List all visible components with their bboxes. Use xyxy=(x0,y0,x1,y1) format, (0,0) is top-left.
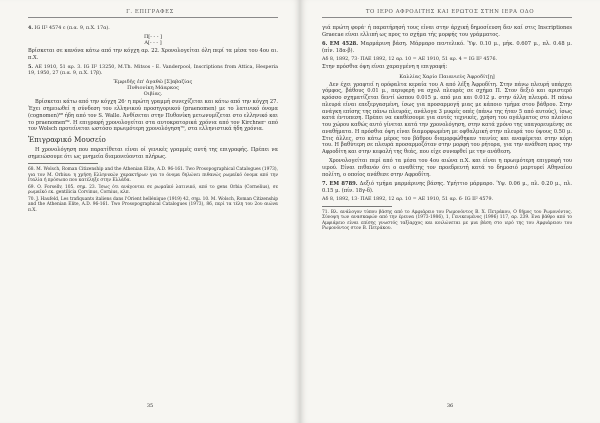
entry-6-text: Μαρμάρινη βάση. Μάρμαρο πεντελικό. Ύψ. 0.10 μ., μήκ. 0.607 μ., πλ. 0.48 μ. (πίν. 18α-β). xyxy=(322,40,572,54)
entry-5-number: 5. xyxy=(28,63,34,70)
footnote-rule-left xyxy=(28,163,98,164)
entry-5-ref xyxy=(28,64,278,77)
entry-4-citation: IG II² 4574 c (π.α. 9, π.Χ. 17α). xyxy=(34,26,110,31)
entry-6-number: 6. xyxy=(322,40,328,47)
entry-4-inscription xyxy=(28,34,278,47)
entry-7-ref: Αδ 8, 1892, 13· ΠΑΕ 1892, 12 αρ. 10 = ΑΕ 1910, 51 αρ. 6· IG II² 4579. xyxy=(322,196,494,202)
left-paragraph-2: Η χρονολόγηση που παρατίθεται είναι οί γενικές γραμμές αυτή της επιγραφής. Πρέπει να σημειώσουμε ότι ως μνημεία διαμονεύονται πλήρως. xyxy=(28,146,278,160)
entry-6-text-2: Στην πρόσθια όψη είναι χαραγμένη η επιγραφή: xyxy=(322,64,448,71)
entry-4-number: 4. xyxy=(28,25,34,31)
right-paragraph-a: Δεν έχει γραφτεί η ορόφαλτα κεραία του Α από λέξη Ἀφροδίτη. Στην πάνω πλευρή υπάρχει γόμφος, βάθους 0.01 μ., περιφερή να σχολ πλευρές σε σχήμα Π. Στον δεξιό και αριστερό κρόσσο σχηματίζεται δεντί ώσπου 0.015 μ. από μια και 0.012 μ. στην άλλη πλευρά. Η πάνω πλευρά είναι επεξεργασμένη, ίσως για προσαρμογή μιας με κάποιο τμήμα στου βάθρου. Στην ανάγκη επίσης της πάνω πλευράς, ανάλογα 3 μικρές οπές (πάνω της ήταν 5 από αυτούς), ίσως κατά έντυπεση. Πρέπει να εκαθέσουμε για αυτές τεχνικές, χρήση του αγάλματος στο πλαίσιο του χώρου καθώς αυτό γίνεται κατά την χρονολόγηση, στην κατά χρόνο της υπαγορευμένης σε αναθήματα. Η πρόσθια όψη είναι διαμορφωμένη με οφθαλμική στην πλευρά του ύψους 0.50 μ. Στις άλλες, στο κάτω μέρος του βάθρου διαμορφώθηκαν ταινίες και αναφέρεται στην κόρη του. Η βαθύτερη σε πλευρά προσαρμοζόταν στην μορφή του ρήτορα, για την ανάθεση προς την Αφροδίτη και στην κεφαλή της θεάς, που είχε συναφθεί με την ανάθεση. xyxy=(322,81,572,156)
footnote-71: 71. Βλ. ανάλογον τύπου βάσης από το Αμφιάρειο του Ρωμονόντος Β. Χ. Πετράκου, Ο δήμος του Ρωμονόντος. Σύνοψη των ανασκαφών από την έρευνα (1973-1986), 1, Γενικευμένος (1996) 117, αρ. 239. Ενα βάθρο από το Αμφιάρειο είναι επίσης γνωστός ταξίαρχος και κοιλώνεται με μια βάση στο ιερό της του Αμφιάρειου του Ρωμονόντος στον Β. Πετράκου. xyxy=(322,209,572,232)
left-paragraph-1: Βρίσκεται κάτω από την κόγχη 26· η πρώτη γραμμή συνεχίζεται και κάτω από την κόγχη 27. Έχει σημειωθεί η σύνδεση του ελληνικού προσηγορικού (praenomen) με το λατινικό όνομα (cognomen)⁶⁸ ήδη από τον S. Walle. Άνθίσεται στην Πυθονίκη μετωνυμίζεται στο ελληνικό και το praenomen⁶⁹. Η επιγραφή χρονολογείται στα αυτοκρατορικά χρόνια από τον Kirchner· από τον Wolsch προτείνεται ωστόσο πρωιμότερη χρονολόγηση⁷⁰, στα ελληνιστικά ήδη χρόνια. xyxy=(28,99,278,133)
entry-4-text: Βρίσκεται σε κανόνα κάτω από την κόγχη αρ. 22. Χρονολογείται όλη περί τα μέσα του 4ου αι. π.Χ. xyxy=(28,47,278,61)
right-intro-paragraph: γιά πρώτη φορά· ή παρατήρησή τους είναι στην άρχική δημοσίευση δεν καί στις Inscriptiones Graecae είναι ελλιπή ως προς το σχήμα τής μορφής του γράμματος. xyxy=(322,25,572,38)
section-heading: Ἐπιγραφικό Μουσείο xyxy=(28,135,106,145)
right-page xyxy=(300,0,600,423)
right-body xyxy=(322,25,572,233)
right-paragraph-b: Χρονολογείται περί από τα μέσα του 4ου αιώνα π.Χ. και είναι η πρωιμότερη επιγραφή του ιερού. Είναι πιθανόν ότι ο αναθέτης τον προεδρευτή κατά το δημοσιό μαρτυρεί Αθηναίου πολίτη, ο οποίος ανάθεσε στην Αφροδίτη. xyxy=(322,158,572,178)
entry-6-inscription: Καλλίας Χαρίο Παιανιεὺς Ἀφροδίτ[ῃ] xyxy=(399,73,495,80)
entry-6-label: ΕΜ 4528. xyxy=(329,40,359,47)
entry-4-ins-line-2: Α[- - - ] xyxy=(144,40,162,47)
running-head-left: Γ. ΕΠΙΓΡΑΦΕΣ xyxy=(126,9,174,15)
entry-7-header xyxy=(322,181,572,195)
entry-5-ins-line-2: Πυθιονίκη Μάαρκος xyxy=(127,85,179,92)
head-rule-left xyxy=(28,17,278,18)
entry-7-label: ΕΜ 8789. xyxy=(329,180,358,187)
head-rule-right xyxy=(322,17,572,18)
footnote-69: 69. O. Forsellv, 105. σημ. 23. Ίσως ότι ανάγονται σε ρωμαϊκό λατινικό, από το gens Orbia (Cornelius), σε ρωμαϊκό εκ. gentilicia Corvinus, Cornius, κλπ. xyxy=(28,184,278,196)
entry-6-header xyxy=(322,41,572,55)
footnote-68: 68. M. Wolsch, Roman Citizenship and the Athenian Elite, A.D. 96-161. Two Prosopographical Catalogues (1973), για τον M. Orbius: η χρήση Ελληνικών χαρακτήρων για το όνομα δηλώνει πιθανώς ρωμαϊκό όνομα από την Ιταλία ή πρόσωπο που κατέληξε στην Ελλάδα. xyxy=(28,167,278,184)
entry-5-ins-line-1: Ἐμφιδῆς ἐπ' ἀγαθῶ [Σ]αβαζίας xyxy=(113,78,193,85)
entry-7-text: Δεξιό τμήμα μαρμάρινης βάσης. Υμήττιο μάρμαρο. Ύψ. 0.06 μ., πλ. 0.20 μ., πλ. 0.15 μ. (πίν. 18γ-δ). xyxy=(322,180,572,194)
left-body xyxy=(28,25,278,215)
entry-7-number: 7. xyxy=(322,180,328,187)
page-number-right: 36 xyxy=(446,403,454,409)
entry-6-ref: Αδ 8, 1892, 73· ΠΑΕ 1892, 12 αρ. 10 = ΑΕ 1910, 51 αρ. 4 = IG II² 4576. xyxy=(322,56,498,62)
running-head-right: ΤΟ ΙΕΡΟ ΑΦΡΟΔΙΤΗΣ ΚΑΙ ΕΡΩΤΟΣ ΣΤΗΝ ΙΕΡΑ ΟΔΟ xyxy=(365,9,535,15)
entry-4-ins-line-1: Π[- - - ] xyxy=(143,33,163,40)
page-number-left: 35 xyxy=(146,403,154,409)
entry-5-inscription xyxy=(28,79,278,98)
footnote-70: 70. J. Haufeld, Les trafiquants italiens dans l'Orient hellénique (1919) 42, σημ. 10. Μ. Wolsch, Roman Citizenship and the Athenian Elite, A.D. 96-161. Two Prosopographical Catalogues (1973), 86, περί τα τέλη του 2ου αιώνα π.Χ. xyxy=(28,196,278,213)
entry-5-ins-line-3: Οιβίας. xyxy=(143,91,163,98)
entry-5-citation: ΑΕ 1910, 51 αρ. 3. IG II² 13250, M.Th. Mitsos - E. Vanderpool, Inscriptions from Attica, Hesperia 19, 1950, 27 (π.α. 9, π.Χ. 17β). xyxy=(28,64,278,77)
footnote-rule-right xyxy=(322,206,392,207)
entry-4-ref xyxy=(28,25,278,32)
